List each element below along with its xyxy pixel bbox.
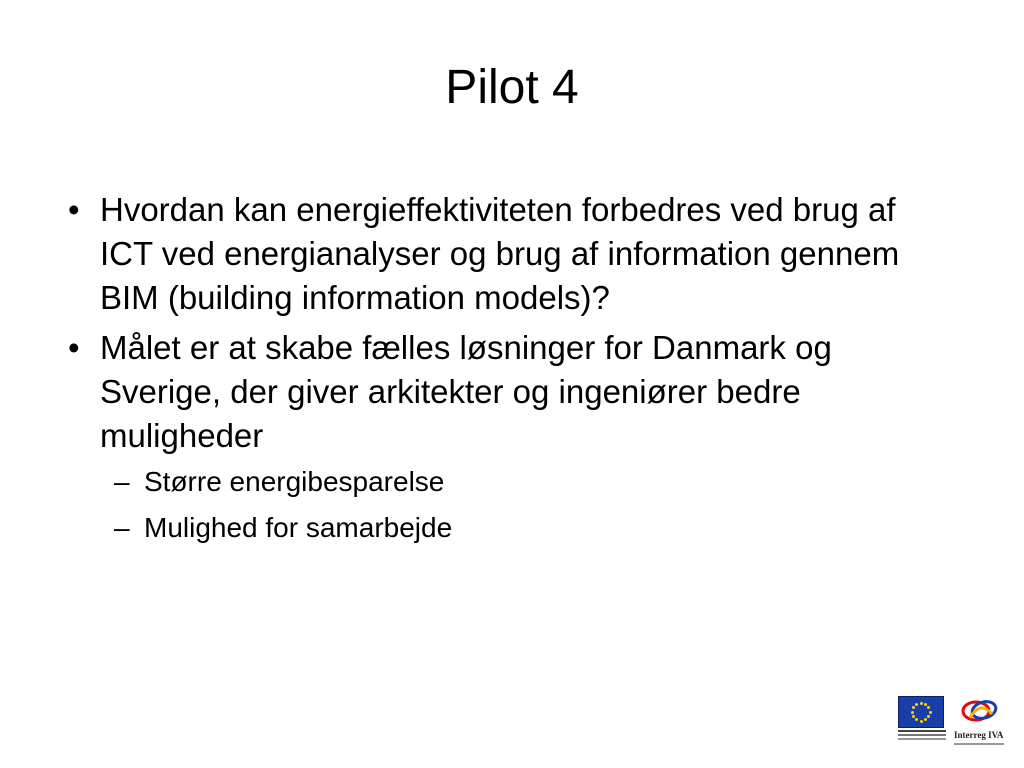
sub-bullet-marker: – [114,466,130,497]
bullet-item [68,188,948,320]
interreg-subtext-line [954,743,1004,745]
sub-bullet-item [68,464,948,500]
slide-content [68,188,948,556]
eu-star-icon [927,706,930,709]
eu-star-icon [920,702,923,705]
eu-star-icon [915,718,918,721]
interreg-logo-icon [958,696,1002,726]
bullet-item [68,326,948,458]
eu-star-icon [924,718,927,721]
eu-flag-icon [898,696,944,728]
eu-star-icon [924,703,927,706]
bullet-text: Hvordan kan energieffektiviteten forbedres ved brug af ICT ved energianalyser og brug af information gennem BIM (building information models)? [100,191,900,316]
slide-title: Pilot 4 [445,61,579,114]
interreg-label: Interreg IVA [954,730,1004,740]
sub-bullet-marker: – [114,512,130,543]
sub-bullet-text: Større energibesparelse [144,466,445,497]
bullet-marker: • [68,191,80,228]
sub-bullet-text: Mulighed for samarbejde [144,512,453,543]
eu-star-icon [927,715,930,718]
eu-star-icon [911,711,914,714]
bullet-marker: • [68,329,80,366]
footer-logos [898,696,1008,750]
eu-star-icon [912,706,915,709]
eu-star-icon [920,720,923,723]
eu-star-icon [929,711,932,714]
eu-star-icon [912,715,915,718]
eu-caption-text-lines [898,730,946,732]
sub-bullet-item [68,510,948,546]
bullet-text: Målet er at skabe fælles løsninger for Danmark og Sverige, der giver arkitekter og ingeniører bedre muligheder [100,329,832,454]
eu-star-icon [915,703,918,706]
